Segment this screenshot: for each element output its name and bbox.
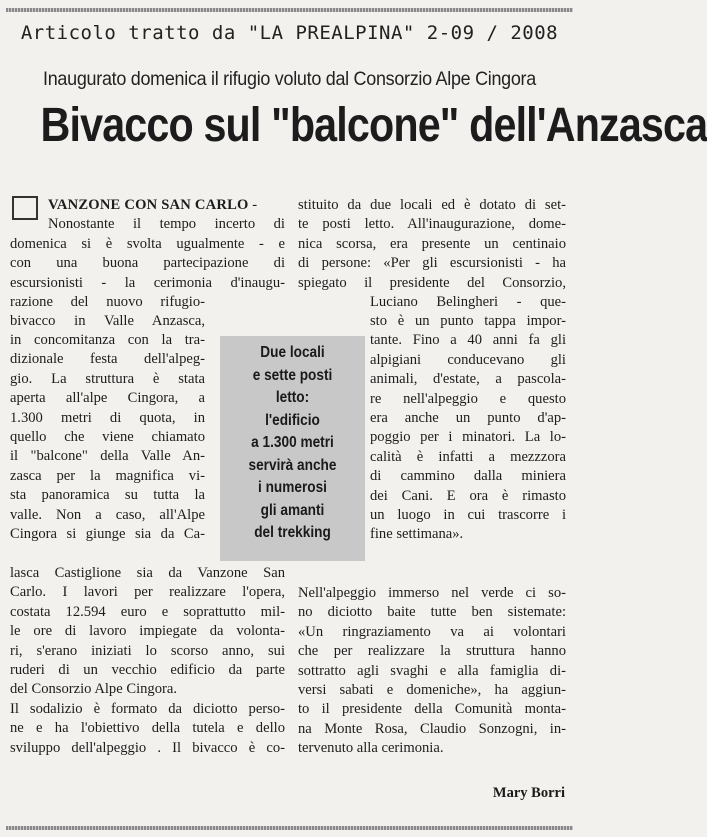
dateline-dash: - — [248, 197, 258, 213]
column-2-top — [298, 196, 566, 312]
text-line: era anche un punto d'ap- — [370, 409, 566, 426]
text-line: sviluppo dell'alpeggio . Il bivacco è co- — [10, 739, 285, 756]
bottom-rule — [6, 826, 573, 830]
top-rule — [6, 8, 573, 12]
text-line: razione del nuovo rifugio- — [10, 293, 205, 310]
text-line: te posti letto. All'inaugurazione, dome- — [298, 216, 566, 233]
kicker: Inaugurato domenica il rifugio voluto dal Consorzio Alpe Cingora — [43, 68, 536, 90]
text-line: quello che viene chiamato — [10, 428, 205, 445]
text-line: poggio per i minatori. La lo- — [370, 429, 566, 446]
text-line: dizionale festa dell'alpeg- — [10, 351, 205, 368]
text-line: «Un ringraziamento va ai volontari — [298, 623, 566, 640]
text-line: sta panoramica su tutta la — [10, 487, 205, 504]
text-line: escursionisti - la cerimonia d'inaugu- — [10, 274, 285, 291]
text-line: di persone: «Per gli escursionisti - ha — [298, 255, 566, 272]
text-line: Il sodalizio è formato da diciotto perso- — [10, 700, 285, 717]
text-line: del Consorzio Alpe Cingora. — [10, 681, 177, 698]
text-line: tervenuto alla cerimonia. — [298, 740, 444, 757]
source-line: Articolo tratto da "LA PREALPINA" 2-09 / 2008 — [20, 22, 559, 44]
text-line: costata 12.594 euro e soprattutto mil- — [10, 603, 285, 620]
headline: Bivacco sul "balcone" dell'Anzasca — [40, 99, 707, 152]
pull-quote-line: Due locali — [260, 344, 325, 361]
text-line: un luogo in cui trascorre i — [370, 506, 566, 523]
text-line: re nell'alpeggio e questo — [370, 390, 566, 407]
text-line: le ore di lavoro impiegate da volonta- — [10, 623, 285, 640]
text-line: ri, s'erano iniziati lo scorso anno, sui — [10, 642, 285, 659]
text-line: alpigiani conducevano gli — [370, 351, 566, 368]
text-line: Carlo. I lavori per realizzare l'opera, — [10, 584, 285, 601]
text-line: di cammino dalla miniera — [370, 468, 566, 485]
text-line: che per realizzare la struttura hanno — [298, 643, 566, 660]
text-line: to il presidente della Comunità monta- — [298, 701, 566, 718]
text-line: Cingora si giunge sia da Ca- — [10, 525, 205, 542]
pull-quote-line: e sette posti — [252, 366, 333, 384]
text-line: valle. Non a caso, all'Alpe — [10, 506, 205, 523]
dateline: VANZONE CON SAN CARLO — [48, 197, 249, 213]
pull-quote-line: a 1.300 metri — [251, 434, 334, 451]
text-line: gio. La struttura è stata — [10, 370, 205, 387]
text-line: con una buona partecipazione di — [10, 255, 285, 272]
text-line: Nonostante il tempo incerto di — [48, 216, 285, 233]
column-1-top — [10, 196, 285, 332]
text-line: no diciotto baite tutte ben sistemate: — [298, 604, 566, 621]
text-line: lasca Castiglione sia da Vanzone San — [10, 565, 285, 581]
pull-quote-line: del trekking — [254, 524, 331, 541]
column-2-bottom — [298, 584, 566, 759]
text-line: spiegato il presidente del Consorzio, — [298, 274, 566, 291]
column-1-mid — [10, 331, 205, 544]
pull-quote-line: l'edificio — [265, 411, 320, 429]
text-line: ruderi di un vecchio edificio da parte — [10, 661, 285, 678]
text-line: Luciano Belingheri - que- — [370, 293, 566, 310]
text-line: versi sabati e domeniche», ha aggiun- — [298, 681, 566, 698]
text-line: Nell'alpeggio immerso nel verde ci so- — [298, 585, 566, 601]
text-line: ne e ha l'obiettivo della tutela e dello — [10, 720, 285, 737]
text-line: animali, d'estate, a pascola- — [370, 371, 566, 388]
text-line: domenica si è svolta ugualmente - e — [10, 235, 285, 252]
dateline-line — [10, 196, 285, 215]
byline: Mary Borri — [492, 785, 565, 801]
text-line: dei Cani. E ora è rimasto — [370, 487, 566, 504]
text-line: tante. Fino a 40 anni fa gli — [370, 332, 566, 349]
column-2-mid — [370, 312, 566, 545]
text-line: nica scorsa, era presente un centinaio — [298, 235, 566, 252]
pull-quote — [229, 342, 357, 545]
text-line: zasca per la magnifica vi- — [10, 467, 205, 484]
pull-quote-line: i numerosi — [258, 479, 327, 496]
text-line: fine settimana». — [370, 526, 464, 543]
pull-quote-line: gli amanti — [260, 501, 325, 519]
text-line: bivacco in Valle Anzasca, — [10, 313, 205, 330]
text-line: aperta all'alpe Cingora, a — [10, 390, 205, 407]
column-1-bottom — [10, 564, 285, 758]
text-line: calità è infatti a mezzzora — [370, 448, 566, 465]
text-line: stituito da due locali ed è dotato di set- — [298, 197, 566, 213]
pull-quote-line: servirà anche — [248, 456, 337, 474]
text-line: na Monte Rosa, Claudio Sonzogni, in- — [298, 720, 566, 737]
text-line: 1.300 metri di quota, in — [10, 409, 205, 426]
text-line: sottratto agli svaghi e alla famiglia di- — [298, 662, 566, 679]
pull-quote-line: letto: — [275, 389, 310, 406]
text-line: in concomitanza con la tra- — [10, 332, 205, 348]
text-line: il "balcone" della Valle An- — [10, 448, 205, 465]
text-line: sto è un punto tappa impor- — [370, 313, 566, 329]
